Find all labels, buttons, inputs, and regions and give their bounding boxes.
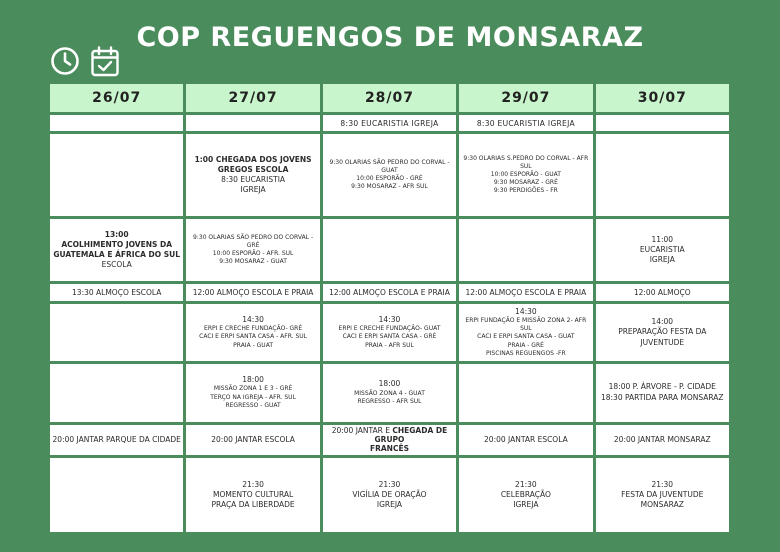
- schedule-table: [47, 81, 732, 535]
- day-header: 27/07: [186, 84, 319, 112]
- schedule-cell: 9:30 OLARIAS S.PEDRO DO CORVAL - AFR SUL 10:00 ESPORÃO - GUAT 9:30 MOSARAZ - GRÉ 9:30 PERDIGÕES - FR: [459, 134, 592, 216]
- schedule-cell: 9:30 OLARIAS SÃO PEDRO DO CORVAL - GUAT 10:00 ESPORÃO - GRÉ 9:30 MOSARAZ - AFR SUL: [323, 134, 456, 216]
- meal-cell: 12:00 ALMOÇO: [596, 284, 729, 301]
- schedule-cell: [50, 458, 183, 532]
- schedule-row: [50, 219, 729, 281]
- schedule-cell: 9:30 OLARIAS SÃO PEDRO DO CORVAL - GRÉ 10:00 ESPORÃO - AFR. SUL 9:30 MOSARAZ - GUAT: [186, 219, 319, 281]
- schedule-cell: 14:00 PREPARAÇÃO FESTA DA JUVENTUDE: [596, 304, 729, 360]
- day-header: 26/07: [50, 84, 183, 112]
- schedule-cell: 21:30 CELEBRAÇÃO IGREJA: [459, 458, 592, 532]
- schedule-cell: 21:30 VIGÍLIA DE ORAÇÃO IGREJA: [323, 458, 456, 532]
- band-cell: 8:30 EUCARISTIA IGREJA: [323, 115, 456, 131]
- band-cell: [186, 115, 319, 131]
- meal-cell: 20:00 JANTAR ESCOLA: [459, 425, 592, 455]
- schedule-cell: 13:00 ACOLHIMENTO JOVENS DA GUATEMALA E ÁFRICA DO SUL ESCOLA: [50, 219, 183, 281]
- meal-cell: 20:00 JANTAR MONSARAZ: [596, 425, 729, 455]
- morning-band-row: [50, 115, 729, 131]
- schedule-cell: [50, 304, 183, 360]
- day-header: 30/07: [596, 84, 729, 112]
- header-row: [50, 84, 729, 112]
- meal-cell: 12:00 ALMOÇO ESCOLA E PRAIA: [323, 284, 456, 301]
- schedule-cell: 18:00 MISSÃO ZONA 4 - GUAT REGRESSO - AFR SUL: [323, 364, 456, 422]
- meal-cell: 12:00 ALMOÇO ESCOLA E PRAIA: [459, 284, 592, 301]
- schedule-cell: [323, 219, 456, 281]
- meal-cell: 20:00 JANTAR E CHEGADA DE GRUPO FRANCÊS: [323, 425, 456, 455]
- schedule-cell: 14:30 ERPI FUNDAÇÃO E MISSÃO ZONA 2- AFR SUL CACI E ERPI SANTA CASA - GUAT PRAIA - GRÉ PISCINAS REGUENGOS -FR: [459, 304, 592, 360]
- schedule-cell: 21:30 FESTA DA JUVENTUDE MONSARAZ: [596, 458, 729, 532]
- schedule-row: [50, 134, 729, 216]
- schedule-cell: [596, 134, 729, 216]
- schedule-cell: [50, 134, 183, 216]
- calendar-check-icon: [90, 46, 120, 78]
- schedule-cell: 18:00 MISSÃO ZONA 1 E 3 - GRÉ TERÇO NA IGREJA - AFR. SUL REGRESSO - GUAT: [186, 364, 319, 422]
- meal-cell: 20:00 JANTAR PARQUE DA CIDADE: [50, 425, 183, 455]
- day-header: 29/07: [459, 84, 592, 112]
- day-header: 28/07: [323, 84, 456, 112]
- schedule-cell: [459, 364, 592, 422]
- schedule-cell: 21:30 MOMENTO CULTURAL PRAÇA DA LIBERDADE: [186, 458, 319, 532]
- schedule-row: [50, 458, 729, 532]
- lunch-row: [50, 284, 729, 301]
- schedule-cell: [50, 364, 183, 422]
- meal-cell: 13:30 ALMOÇO ESCOLA: [50, 284, 183, 301]
- clock-icon: [50, 46, 80, 78]
- schedule-row: [50, 304, 729, 360]
- band-cell: [596, 115, 729, 131]
- schedule-cell: 14:30 ERPI E CRECHE FUNDAÇÃO- GUAT CACI E ERPI SANTA CASA - GRÉ PRAIA - AFR SUL: [323, 304, 456, 360]
- header-icons: [50, 46, 120, 78]
- schedule-cell: 18:00 P. ÁRVORE - P. CIDADE 18:30 PARTIDA PARA MONSARAZ: [596, 364, 729, 422]
- band-cell: [50, 115, 183, 131]
- schedule-cell: 14:30 ERPI E CRECHE FUNDAÇÃO- GRÉ CACI E ERPI SANTA CASA - AFR. SUL PRAIA - GUAT: [186, 304, 319, 360]
- dinner-row: [50, 425, 729, 455]
- schedule-row: [50, 364, 729, 422]
- band-cell: 8:30 EUCARISTIA IGREJA: [459, 115, 592, 131]
- schedule-cell: 11:00 EUCARISTIA IGREJA: [596, 219, 729, 281]
- page-title: COP REGUENGOS DE MONSARAZ: [136, 22, 644, 53]
- meal-cell: 12:00 ALMOÇO ESCOLA E PRAIA: [186, 284, 319, 301]
- schedule-cell: 1:00 CHEGADA DOS JOVENS GREGOS ESCOLA 8:30 EUCARISTIA IGREJA: [186, 134, 319, 216]
- schedule-cell: [459, 219, 592, 281]
- meal-cell: 20:00 JANTAR ESCOLA: [186, 425, 319, 455]
